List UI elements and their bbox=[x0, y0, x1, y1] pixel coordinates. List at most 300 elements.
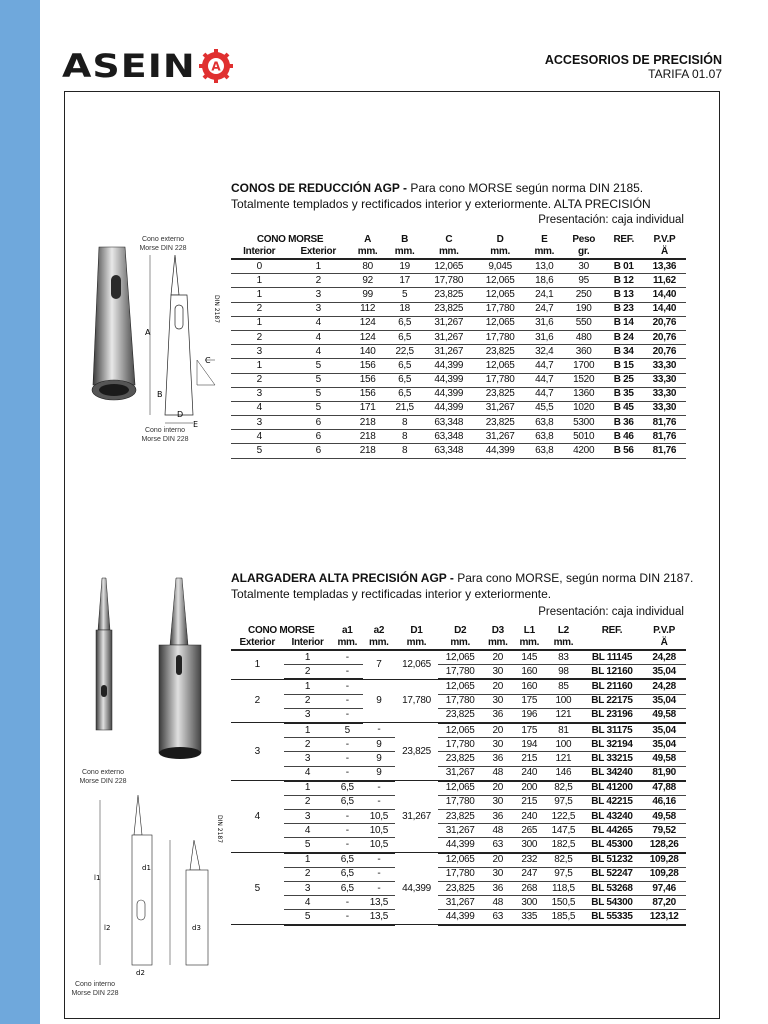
table-cell: 300 bbox=[514, 838, 546, 853]
table-row bbox=[231, 359, 686, 373]
table-cell: 121 bbox=[545, 752, 582, 766]
col2-a1: a1 bbox=[342, 625, 353, 636]
table-cell: 23,825 bbox=[438, 882, 482, 896]
table-cell: 145 bbox=[514, 650, 546, 665]
table-cell: 4200 bbox=[563, 444, 605, 458]
table-cell: 240 bbox=[514, 766, 546, 781]
table-row bbox=[231, 694, 686, 708]
table-cell: 171 bbox=[349, 401, 386, 415]
table-cell: 160 bbox=[514, 679, 546, 694]
table-cell: 48 bbox=[482, 766, 514, 781]
table-cell: 3 bbox=[231, 723, 284, 781]
table-cell: 49,58 bbox=[642, 810, 686, 824]
table-cell: 8 bbox=[386, 416, 423, 430]
unit2-currency: Ä bbox=[642, 637, 686, 650]
table-cell: 30 bbox=[482, 795, 514, 809]
table-cell: 17,780 bbox=[438, 738, 482, 752]
table-cell: 12,065 bbox=[474, 274, 525, 288]
table-row bbox=[231, 665, 686, 680]
table-cell: 47,88 bbox=[642, 781, 686, 796]
table-cell: 49,58 bbox=[642, 752, 686, 766]
table-cell: 17,780 bbox=[438, 867, 482, 881]
table-cell: 12,065 bbox=[474, 359, 525, 373]
table-cell: 44,399 bbox=[438, 838, 482, 853]
col-d: D bbox=[496, 234, 504, 245]
table-row bbox=[231, 444, 686, 458]
table-cell: 24,1 bbox=[526, 288, 563, 302]
col-b: B bbox=[401, 234, 409, 245]
col-ref: REF. bbox=[605, 234, 643, 259]
table-cell: 82,5 bbox=[545, 853, 582, 868]
table-cell: 2 bbox=[231, 330, 287, 344]
table-cell: 79,52 bbox=[642, 824, 686, 838]
col2-d3: D3 bbox=[491, 625, 504, 636]
table-cell: 5 bbox=[284, 910, 332, 925]
table-cell: 175 bbox=[514, 694, 546, 708]
table-cell: 31,267 bbox=[438, 766, 482, 781]
table-row bbox=[231, 330, 686, 344]
table-cell: - bbox=[332, 708, 364, 723]
table-cell: 31,267 bbox=[438, 824, 482, 838]
table-cell: BL 31175 bbox=[582, 723, 642, 738]
table-cell: 1520 bbox=[563, 373, 605, 387]
table-cell: 97,5 bbox=[545, 795, 582, 809]
table-cell: 3 bbox=[287, 302, 349, 316]
col-c: C bbox=[445, 234, 453, 245]
table-cell: BL 55335 bbox=[582, 910, 642, 925]
table-cell: 17,780 bbox=[395, 679, 439, 723]
table-cell: 1 bbox=[231, 650, 284, 679]
table-row bbox=[231, 288, 686, 302]
unit2-a2: mm. bbox=[363, 637, 395, 650]
table-cell: 140 bbox=[349, 345, 386, 359]
table-row bbox=[231, 274, 686, 288]
table-row bbox=[231, 867, 686, 881]
table-cell: 4 bbox=[284, 766, 332, 781]
table-cell: 23,825 bbox=[395, 723, 439, 781]
table-cell: 44,399 bbox=[423, 359, 474, 373]
table-cell: BL 32194 bbox=[582, 738, 642, 752]
table-cell: 22,5 bbox=[386, 345, 423, 359]
table-cell: 124 bbox=[349, 330, 386, 344]
table-cell: BL 21160 bbox=[582, 679, 642, 694]
table-cell: 1 bbox=[231, 359, 287, 373]
col2-d1: D1 bbox=[410, 625, 423, 636]
din-label-2: DIN 2187 bbox=[216, 815, 223, 844]
table-cell: 100 bbox=[545, 738, 582, 752]
table-cell: 2 bbox=[284, 665, 332, 680]
table-cell: - bbox=[332, 838, 364, 853]
table-cell: BL 43240 bbox=[582, 810, 642, 824]
table-cell: B 45 bbox=[605, 401, 643, 415]
table-cell: 32,4 bbox=[526, 345, 563, 359]
table-cell: - bbox=[332, 810, 364, 824]
col-e: E bbox=[541, 234, 548, 245]
table-cell: - bbox=[363, 795, 395, 809]
table-cell: - bbox=[363, 867, 395, 881]
table-cell: 23,825 bbox=[474, 387, 525, 401]
section1-description: Para cono MORSE según norma DIN 2185. Totalmente templados y rectificados interior y exteriormente. ALTA PRECISIÓN bbox=[231, 181, 651, 211]
table-cell: 35,04 bbox=[642, 723, 686, 738]
table-cell: 95 bbox=[563, 274, 605, 288]
table-cell: 5 bbox=[287, 373, 349, 387]
table-cell: 63 bbox=[482, 910, 514, 925]
table-cell: 14,40 bbox=[643, 288, 686, 302]
table-cell: 12,065 bbox=[395, 650, 439, 679]
table-cell: 9 bbox=[363, 679, 395, 723]
table-cell: 2 bbox=[284, 738, 332, 752]
table-cell: 81,90 bbox=[642, 766, 686, 781]
table-cell: 8 bbox=[386, 444, 423, 458]
table-row bbox=[231, 650, 686, 665]
table-cell: 17,780 bbox=[438, 665, 482, 680]
table-cell: 49,58 bbox=[642, 708, 686, 723]
table-cell: 4 bbox=[284, 896, 332, 910]
table-cell: 13,0 bbox=[526, 259, 563, 274]
din-label: DIN 2187 bbox=[213, 295, 220, 324]
col-peso: Peso bbox=[572, 234, 596, 245]
table-cell: 10,5 bbox=[363, 810, 395, 824]
table-cell: 1 bbox=[231, 274, 287, 288]
table-cell: 44,399 bbox=[423, 387, 474, 401]
table-cell: 36 bbox=[482, 752, 514, 766]
table-cell: 17,780 bbox=[438, 694, 482, 708]
table-cell: 240 bbox=[514, 810, 546, 824]
table-cell: 33,30 bbox=[643, 387, 686, 401]
table-cell: 3 bbox=[284, 882, 332, 896]
table-cell: 185,5 bbox=[545, 910, 582, 925]
table-cell: 6 bbox=[287, 430, 349, 444]
table-cell: 4 bbox=[231, 781, 284, 853]
table-cell: 11,62 bbox=[643, 274, 686, 288]
dim-d2-label: d2 bbox=[136, 969, 145, 977]
table-cell: 9 bbox=[363, 766, 395, 781]
left-color-band bbox=[0, 0, 40, 1024]
table-cell: 12,065 bbox=[438, 853, 482, 868]
table-cell: 63,348 bbox=[423, 416, 474, 430]
table-cell: 12,065 bbox=[438, 650, 482, 665]
table-cell: 44,399 bbox=[438, 910, 482, 925]
table-cell: 12,065 bbox=[474, 288, 525, 302]
table-cell: 9 bbox=[363, 752, 395, 766]
table-cell: 63,348 bbox=[423, 430, 474, 444]
table-row bbox=[231, 810, 686, 824]
table-cell: - bbox=[332, 896, 364, 910]
table-cell: 124 bbox=[349, 316, 386, 330]
table-cell: 146 bbox=[545, 766, 582, 781]
unit2-a1: mm. bbox=[332, 637, 364, 650]
dim-l2-label: l2 bbox=[104, 924, 111, 932]
table-cell: 6,5 bbox=[386, 330, 423, 344]
section2-heading bbox=[231, 570, 701, 602]
table-row bbox=[231, 723, 686, 738]
section1-caption-bottom: Cono interno Morse DIN 228 bbox=[141, 427, 189, 443]
col2-interior: Interior bbox=[284, 637, 332, 650]
table-cell: BL 11145 bbox=[582, 650, 642, 665]
table-cell: 0 bbox=[231, 259, 287, 274]
section2-caption-bottom: Cono interno Morse DIN 228 bbox=[71, 981, 119, 997]
table-cell: BL 45300 bbox=[582, 838, 642, 853]
table-cell: BL 53268 bbox=[582, 882, 642, 896]
table-cell: 4 bbox=[231, 430, 287, 444]
table-cell: 20 bbox=[482, 679, 514, 694]
table-cell: B 36 bbox=[605, 416, 643, 430]
table-cell: 232 bbox=[514, 853, 546, 868]
col-pvp: P.V.P bbox=[653, 234, 676, 245]
table-cell: 81,76 bbox=[643, 430, 686, 444]
table-cell: 31,6 bbox=[526, 316, 563, 330]
table-cell: 156 bbox=[349, 359, 386, 373]
table-cell: 81,76 bbox=[643, 444, 686, 458]
table-cell: 9,045 bbox=[474, 259, 525, 274]
table-cell: 87,20 bbox=[642, 896, 686, 910]
table-cell: BL 22175 bbox=[582, 694, 642, 708]
table-cell: - bbox=[332, 738, 364, 752]
dim-d3-label: d3 bbox=[192, 924, 201, 932]
table-cell: BL 52247 bbox=[582, 867, 642, 881]
table-cell: 128,26 bbox=[642, 838, 686, 853]
table-cell: 6,5 bbox=[386, 316, 423, 330]
table-row bbox=[231, 259, 686, 274]
table-cell: 175 bbox=[514, 723, 546, 738]
table-cell: 31,6 bbox=[526, 330, 563, 344]
table-cell: 5 bbox=[231, 444, 287, 458]
dim-e-label: E bbox=[193, 420, 199, 429]
table-cell: B 46 bbox=[605, 430, 643, 444]
section1-title: CONOS DE REDUCCIÓN AGP - bbox=[231, 181, 411, 195]
svg-text:A: A bbox=[211, 59, 221, 74]
table-row bbox=[231, 752, 686, 766]
table-cell: 17,780 bbox=[423, 274, 474, 288]
table-cell: BL 54300 bbox=[582, 896, 642, 910]
table-cell: 30 bbox=[563, 259, 605, 274]
table-cell: 20,76 bbox=[643, 316, 686, 330]
table-cell: 23,825 bbox=[438, 810, 482, 824]
table-cell: 7 bbox=[363, 650, 395, 679]
section2-presentation: Presentación: caja individual bbox=[538, 606, 684, 618]
table-cell: 250 bbox=[563, 288, 605, 302]
table-cell: 63,348 bbox=[423, 444, 474, 458]
table-cell: 92 bbox=[349, 274, 386, 288]
table-cell: 200 bbox=[514, 781, 546, 796]
table-cell: 118,5 bbox=[545, 882, 582, 896]
table-row bbox=[231, 882, 686, 896]
table-row bbox=[231, 679, 686, 694]
table-cell: - bbox=[332, 752, 364, 766]
table-cell: 1 bbox=[284, 781, 332, 796]
table-cell: 480 bbox=[563, 330, 605, 344]
table-cell: 30 bbox=[482, 665, 514, 680]
table-row bbox=[231, 910, 686, 925]
table-cell: BL 33215 bbox=[582, 752, 642, 766]
table-cell: 63 bbox=[482, 838, 514, 853]
table-cell: 2 bbox=[287, 274, 349, 288]
table-cell: 12,065 bbox=[438, 723, 482, 738]
table-cell: 31,267 bbox=[423, 345, 474, 359]
table-cell: 3 bbox=[284, 752, 332, 766]
gear-logo-icon bbox=[198, 48, 234, 84]
table-cell: 23,825 bbox=[438, 752, 482, 766]
unit-a: mm. bbox=[349, 246, 386, 259]
table-cell: 36 bbox=[482, 708, 514, 723]
table-cell: B 01 bbox=[605, 259, 643, 274]
table-cell: 12,065 bbox=[474, 316, 525, 330]
brand-name: ASEIN bbox=[62, 47, 196, 85]
table-cell: 2 bbox=[231, 373, 287, 387]
col2-pvp: P.V.P bbox=[653, 625, 676, 636]
table-cell: 44,399 bbox=[395, 853, 439, 925]
table-cell: 112 bbox=[349, 302, 386, 316]
table-cell: 33,30 bbox=[643, 359, 686, 373]
table-cell: 30 bbox=[482, 738, 514, 752]
table-cell: 268 bbox=[514, 882, 546, 896]
table-cell: 24,28 bbox=[642, 650, 686, 665]
table-cell: 45,5 bbox=[526, 401, 563, 415]
table-cell: B 15 bbox=[605, 359, 643, 373]
table-cell: 4 bbox=[287, 316, 349, 330]
table-cell: 23,825 bbox=[474, 416, 525, 430]
table-row bbox=[231, 853, 686, 868]
table-cell: B 25 bbox=[605, 373, 643, 387]
table-cell: 8 bbox=[386, 430, 423, 444]
table-cell: - bbox=[363, 781, 395, 796]
table-row bbox=[231, 766, 686, 781]
dim-d-label: D bbox=[177, 410, 184, 419]
table-cell: 4 bbox=[287, 330, 349, 344]
unit-b: mm. bbox=[386, 246, 423, 259]
table-cell: 1 bbox=[284, 650, 332, 665]
table-cell: 5 bbox=[287, 401, 349, 415]
table-cell: 48 bbox=[482, 896, 514, 910]
table-cell: 2 bbox=[284, 795, 332, 809]
col2-l1: L1 bbox=[523, 625, 535, 636]
table-cell: 1 bbox=[231, 316, 287, 330]
table-cell: 31,267 bbox=[474, 430, 525, 444]
table-cell: 81,76 bbox=[643, 416, 686, 430]
table-cell: 122,5 bbox=[545, 810, 582, 824]
reduction-cones-table bbox=[231, 234, 686, 459]
col2-a2: a2 bbox=[373, 625, 385, 636]
table-cell: 147,5 bbox=[545, 824, 582, 838]
section1-heading bbox=[231, 180, 701, 212]
table-cell: 5 bbox=[386, 288, 423, 302]
table-cell: 99 bbox=[349, 288, 386, 302]
table-cell: 2 bbox=[284, 694, 332, 708]
table-cell: 18 bbox=[386, 302, 423, 316]
table-row bbox=[231, 708, 686, 723]
table-cell: 14,40 bbox=[643, 302, 686, 316]
table-cell: 1 bbox=[284, 853, 332, 868]
table-cell: 150,5 bbox=[545, 896, 582, 910]
table-cell: 30 bbox=[482, 694, 514, 708]
table-cell: 10,5 bbox=[363, 824, 395, 838]
table-cell: 5 bbox=[284, 838, 332, 853]
table-cell: 156 bbox=[349, 373, 386, 387]
table-cell: 17,780 bbox=[474, 373, 525, 387]
table-cell: 109,28 bbox=[642, 853, 686, 868]
table-cell: 17,780 bbox=[474, 302, 525, 316]
table-cell: 121 bbox=[545, 708, 582, 723]
table-cell: 4 bbox=[287, 345, 349, 359]
table-cell: 81 bbox=[545, 723, 582, 738]
table-cell: 5010 bbox=[563, 430, 605, 444]
table-row bbox=[231, 430, 686, 444]
table-row bbox=[231, 316, 686, 330]
table-cell: - bbox=[363, 723, 395, 738]
table-row bbox=[231, 738, 686, 752]
unit2-d2: mm. bbox=[438, 637, 482, 650]
table-cell: 6,5 bbox=[386, 373, 423, 387]
table-row bbox=[231, 781, 686, 796]
table-row bbox=[231, 838, 686, 853]
table-cell: BL 12160 bbox=[582, 665, 642, 680]
table-cell: 20 bbox=[482, 723, 514, 738]
col-interior: Interior bbox=[231, 246, 287, 259]
unit-d: mm. bbox=[474, 246, 525, 259]
section2-title: ALARGADERA ALTA PRECISIÓN AGP - bbox=[231, 571, 458, 585]
table-cell: 6,5 bbox=[332, 795, 364, 809]
table-cell: B 35 bbox=[605, 387, 643, 401]
table-cell: 17,780 bbox=[438, 795, 482, 809]
table-cell: 5 bbox=[332, 723, 364, 738]
table-cell: 20 bbox=[482, 781, 514, 796]
unit2-l1: mm. bbox=[514, 637, 546, 650]
col2-l2: L2 bbox=[557, 625, 569, 636]
table-cell: 196 bbox=[514, 708, 546, 723]
table-cell: 6,5 bbox=[386, 359, 423, 373]
dim-b-label: B bbox=[157, 390, 163, 399]
table-cell: 156 bbox=[349, 387, 386, 401]
table-cell: 4 bbox=[231, 401, 287, 415]
col2-cono-morse: CONO MORSE bbox=[248, 625, 315, 636]
unit2-d3: mm. bbox=[482, 637, 514, 650]
table-cell: B 34 bbox=[605, 345, 643, 359]
table-cell: 123,12 bbox=[642, 910, 686, 925]
table-cell: - bbox=[332, 650, 364, 665]
table-cell: BL 41200 bbox=[582, 781, 642, 796]
table-cell: 98 bbox=[545, 665, 582, 680]
table-cell: 13,5 bbox=[363, 896, 395, 910]
reduction-cone-drawing bbox=[85, 235, 235, 435]
table-cell: 12,065 bbox=[423, 259, 474, 274]
table-cell: 44,7 bbox=[526, 387, 563, 401]
table-cell: 31,267 bbox=[423, 316, 474, 330]
unit2-l2: mm. bbox=[545, 637, 582, 650]
table-cell: 100 bbox=[545, 694, 582, 708]
table-cell: 6 bbox=[287, 416, 349, 430]
table-cell: 335 bbox=[514, 910, 546, 925]
section2-description: Para cono MORSE, según norma DIN 2187. Totalmente templadas y rectificadas interior y exteriormente. bbox=[231, 571, 694, 601]
table-cell: B 23 bbox=[605, 302, 643, 316]
table-cell: 3 bbox=[287, 288, 349, 302]
table-cell: 33,30 bbox=[643, 373, 686, 387]
table-cell: 23,825 bbox=[423, 288, 474, 302]
table-cell: BL 23196 bbox=[582, 708, 642, 723]
unit2-d1: mm. bbox=[395, 637, 439, 650]
table-cell: 63,8 bbox=[526, 416, 563, 430]
table-cell: - bbox=[332, 694, 364, 708]
col-exterior: Exterior bbox=[287, 246, 349, 259]
table-cell: 5300 bbox=[563, 416, 605, 430]
table-cell: 97,46 bbox=[642, 882, 686, 896]
table-cell: 360 bbox=[563, 345, 605, 359]
table-cell: 35,04 bbox=[642, 694, 686, 708]
table-cell: B 13 bbox=[605, 288, 643, 302]
table-cell: 218 bbox=[349, 416, 386, 430]
table-cell: - bbox=[363, 853, 395, 868]
table-cell: 20 bbox=[482, 853, 514, 868]
table-cell: 6,5 bbox=[332, 867, 364, 881]
